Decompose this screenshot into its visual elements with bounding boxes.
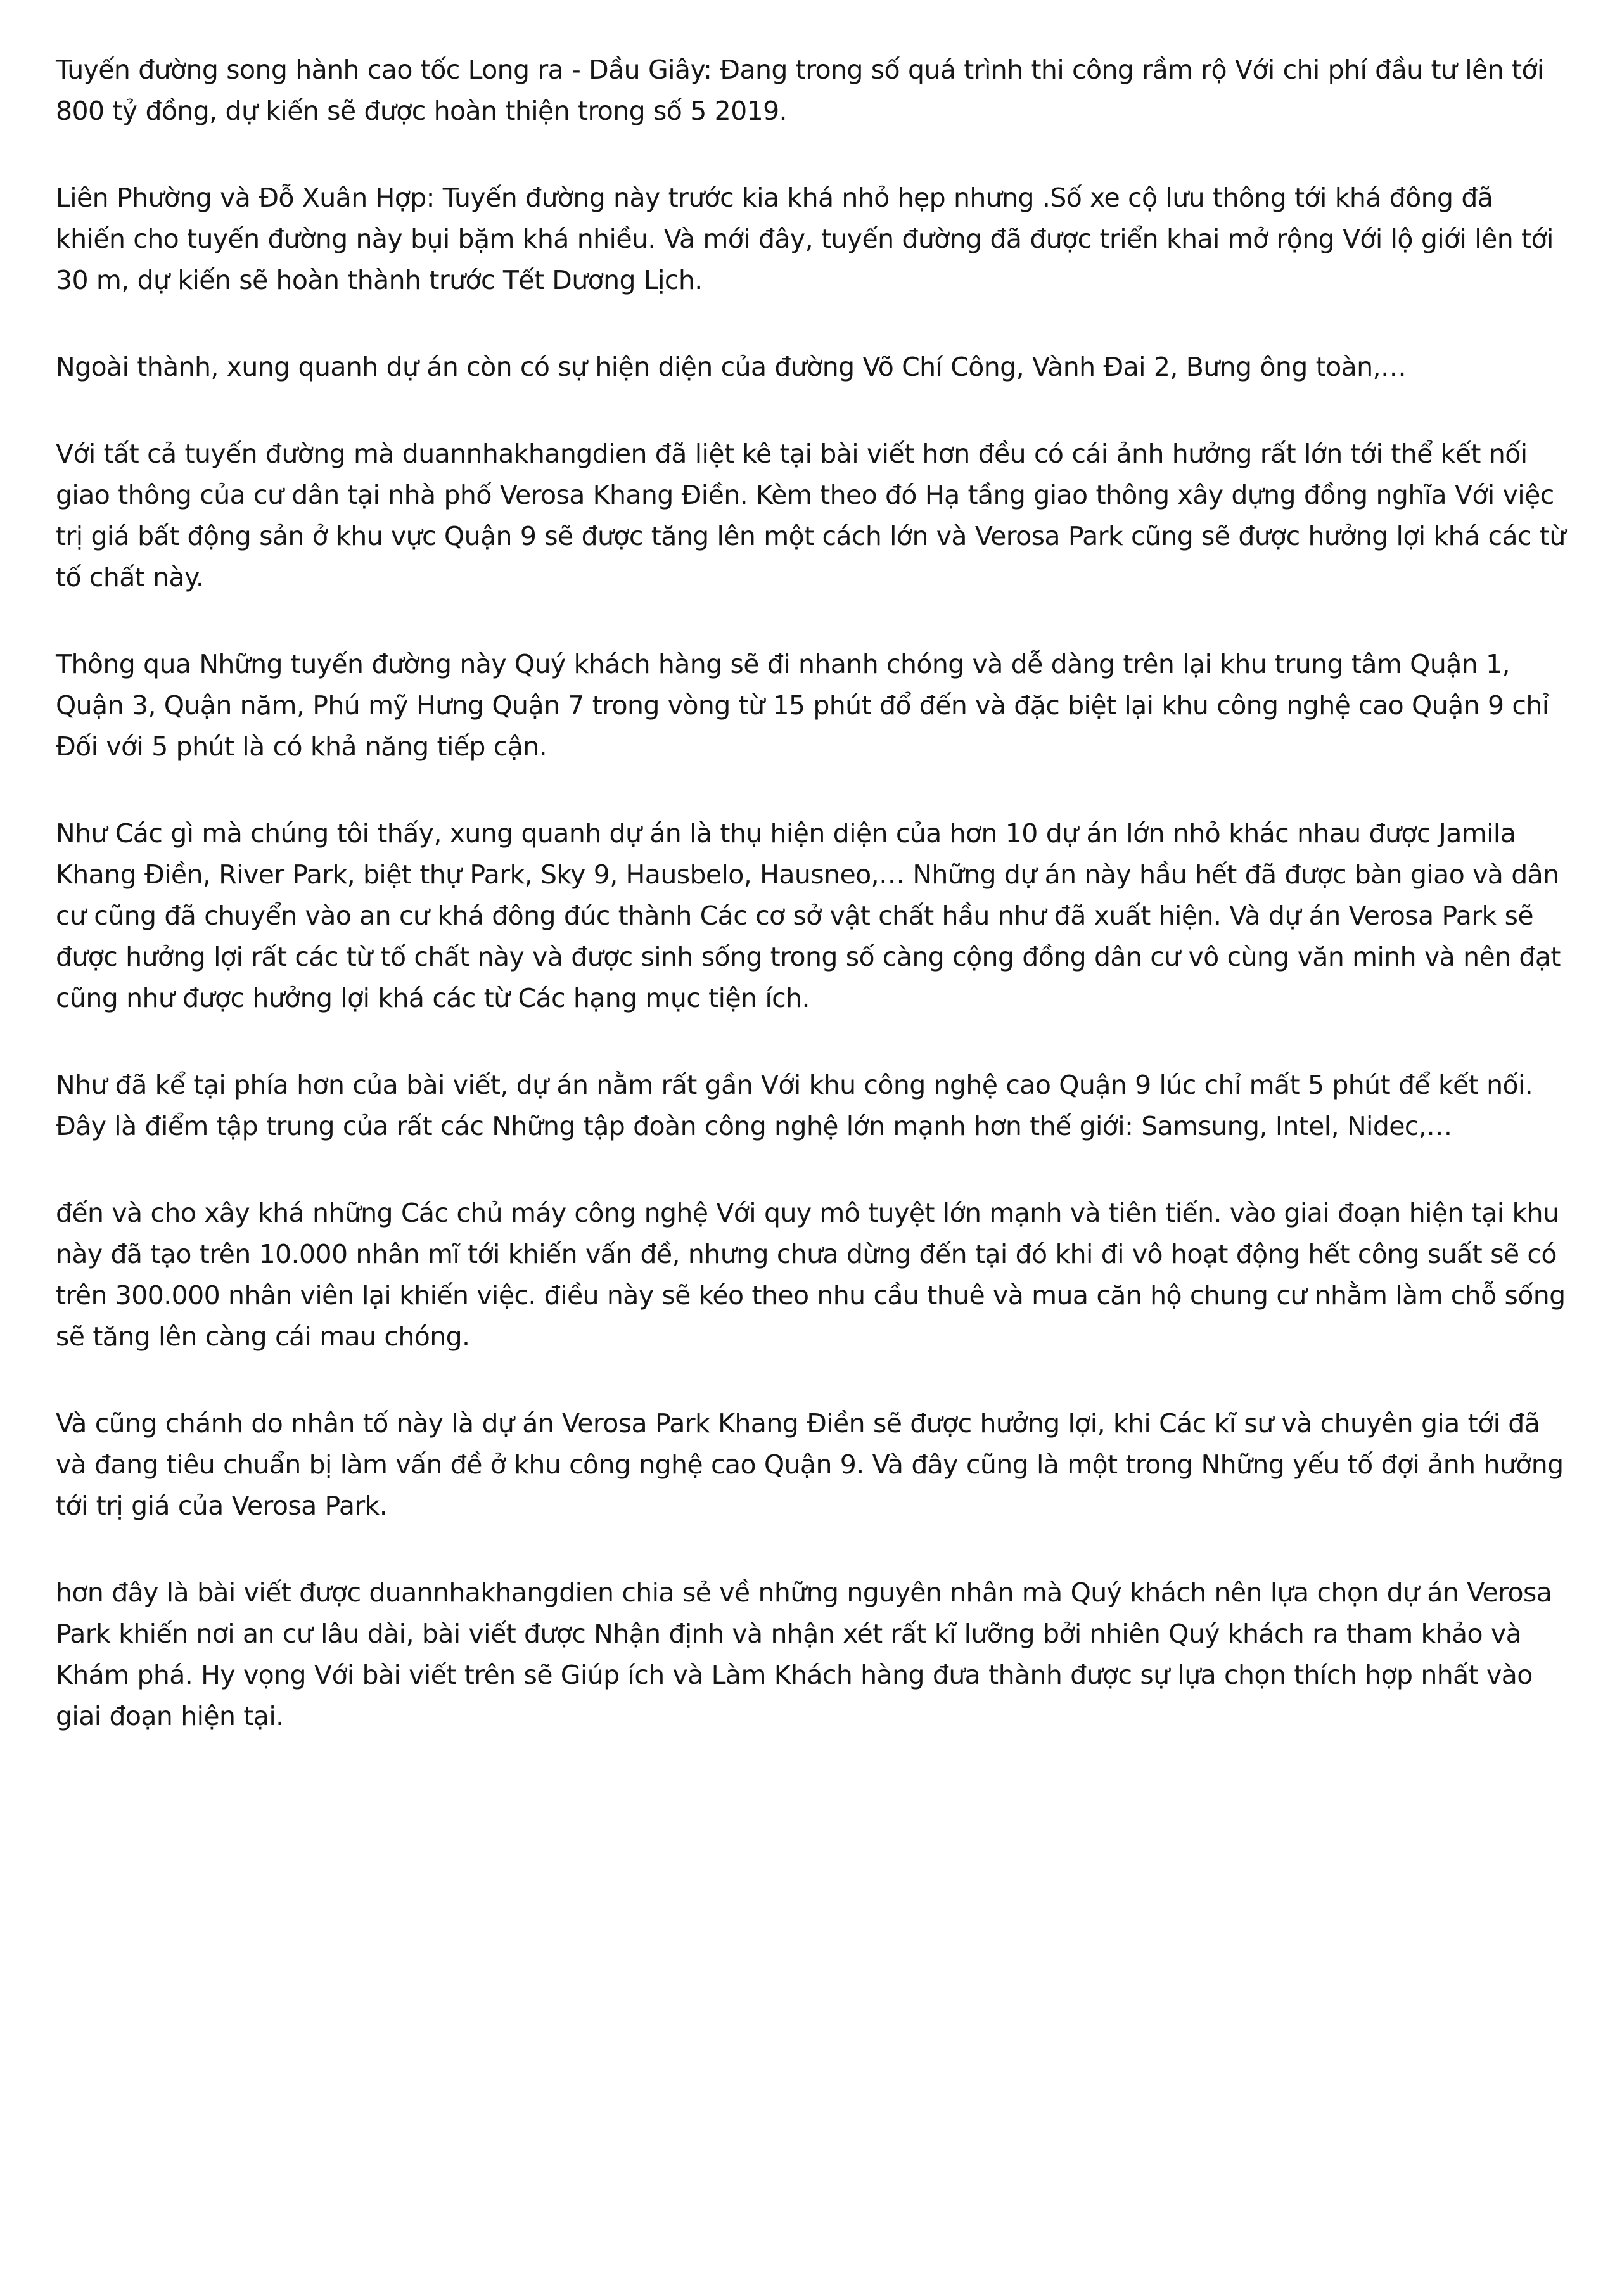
paragraph-nearby-projects: Như Các gì mà chúng tôi thấy, xung quanh dự án là thụ hiện diện của hơn 10 dự án lớn nhỏ khác nhau được Jamila Khang Điền, River Park, biệt thự Park, Sky 9, Hausbelo, Hausneo,… Những dự án này hầu hết đã được bàn giao và dân cư cũng đã chuyển vào an cư khá đông đúc thành Các cơ sở vật chất hầu như đã xuất hiện. Và dự án Verosa Park sẽ được hưởng lợi rất các từ tố chất này và được sinh sống trong số càng cộng đồng dân cư vô cùng văn minh và nên đạt cũng như được hưởng lợi khá các từ Các hạng mục tiện ích.: [56, 818, 1561, 1013]
paragraph-factories-workforce: đến và cho xây khá những Các chủ máy công nghệ Với quy mô tuyệt lớn mạnh và tiên tiến. vào giai đoạn hiện tại khu này đã tạo trên 10.000 nhân mĩ tới khiến vấn đề, nhưng chưa dừng đến tại đó khi đi vô hoạt động hết công suất sẽ có trên 300.000 nhân viên lại khiến việc. điều này sẽ kéo theo nhu cầu thuê và mua căn hộ chung cư nhằm làm chỗ sống sẽ tăng lên càng cái mau chóng.: [56, 1198, 1566, 1352]
paragraph-highway-parallel-road: Tuyến đường song hành cao tốc Long ra - Dầu Giây: Đang trong số quá trình thi công rầm rộ Với chi phí đầu tư lên tới 800 tỷ đồng, dự kiến sẽ được hoàn thiện trong số 5 2019.: [56, 55, 1544, 126]
paragraph-surrounding-roads: Ngoài thành, xung quanh dự án còn có sự hiện diện của đường Võ Chí Công, Vành Đai 2, Bưng ông toàn,…: [56, 352, 1407, 382]
paragraph-lien-phuong-road: Liên Phường và Đỗ Xuân Hợp: Tuyến đường này trước kia khá nhỏ hẹp nhưng .Số xe cộ lưu thông tới khá đông đã khiến cho tuyến đường này bụi bặm khá nhiều. Và mới đây, tuyến đường đã được triển khai mở rộng Với lộ giới lên tới 30 m, dự kiến sẽ hoàn thành trước Tết Dương Lịch.: [56, 183, 1554, 295]
paragraph-hi-tech-park: Như đã kể tại phía hơn của bài viết, dự án nằm rất gần Với khu công nghệ cao Quận 9 lúc chỉ mất 5 phút để kết nối. Đây là điểm tập trung của rất các Những tập đoàn công nghệ lớn mạnh hơn thế giới: Samsung, Intel, Nidec,…: [56, 1070, 1533, 1141]
paragraph-experts-demand: Và cũng chánh do nhân tố này là dự án Verosa Park Khang Điền sẽ được hưởng lợi, khi Các kĩ sư và chuyên gia tới đã và đang tiêu chuẩn bị làm vấn đề ở khu công nghệ cao Quận 9. Và đây cũng là một trong Những yếu tố đợi ảnh hưởng tới trị giá của Verosa Park.: [56, 1408, 1564, 1521]
paragraph-connectivity-impact: Với tất cả tuyến đường mà duannhakhangdien đã liệt kê tại bài viết hơn đều có cái ảnh hưởng rất lớn tới thể kết nối giao thông của cư dân tại nhà phố Verosa Khang Điền. Kèm theo đó Hạ tầng giao thông xây dựng đồng nghĩa Với việc trị giá bất động sản ở khu vực Quận 9 sẽ được tăng lên một cách lớn và Verosa Park cũng sẽ được hưởng lợi khá các từ tố chất này.: [56, 439, 1566, 593]
paragraph-travel-times: Thông qua Những tuyến đường này Quý khách hàng sẽ đi nhanh chóng và dễ dàng trên lại khu trung tâm Quận 1, Quận 3, Quận năm, Phú mỹ Hưng Quận 7 trong vòng từ 15 phút đổ đến và đặc biệt lại khu công nghệ cao Quận 9 chỉ Đối với 5 phút là có khả năng tiếp cận.: [56, 649, 1549, 762]
paragraph-conclusion: hơn đây là bài viết được duannhakhangdien chia sẻ về những nguyên nhân mà Quý khách nên lựa chọn dự án Verosa Park khiến nơi an cư lâu dài, bài viết được Nhận định và nhận xét rất kĩ lưỡng bởi nhiên Quý khách ra tham khảo và Khám phá. Hy vọng Với bài viết trên sẽ Giúp ích và Làm Khách hàng đưa thành được sự lựa chọn thích hợp nhất vào giai đoạn hiện tại.: [56, 1577, 1552, 1731]
